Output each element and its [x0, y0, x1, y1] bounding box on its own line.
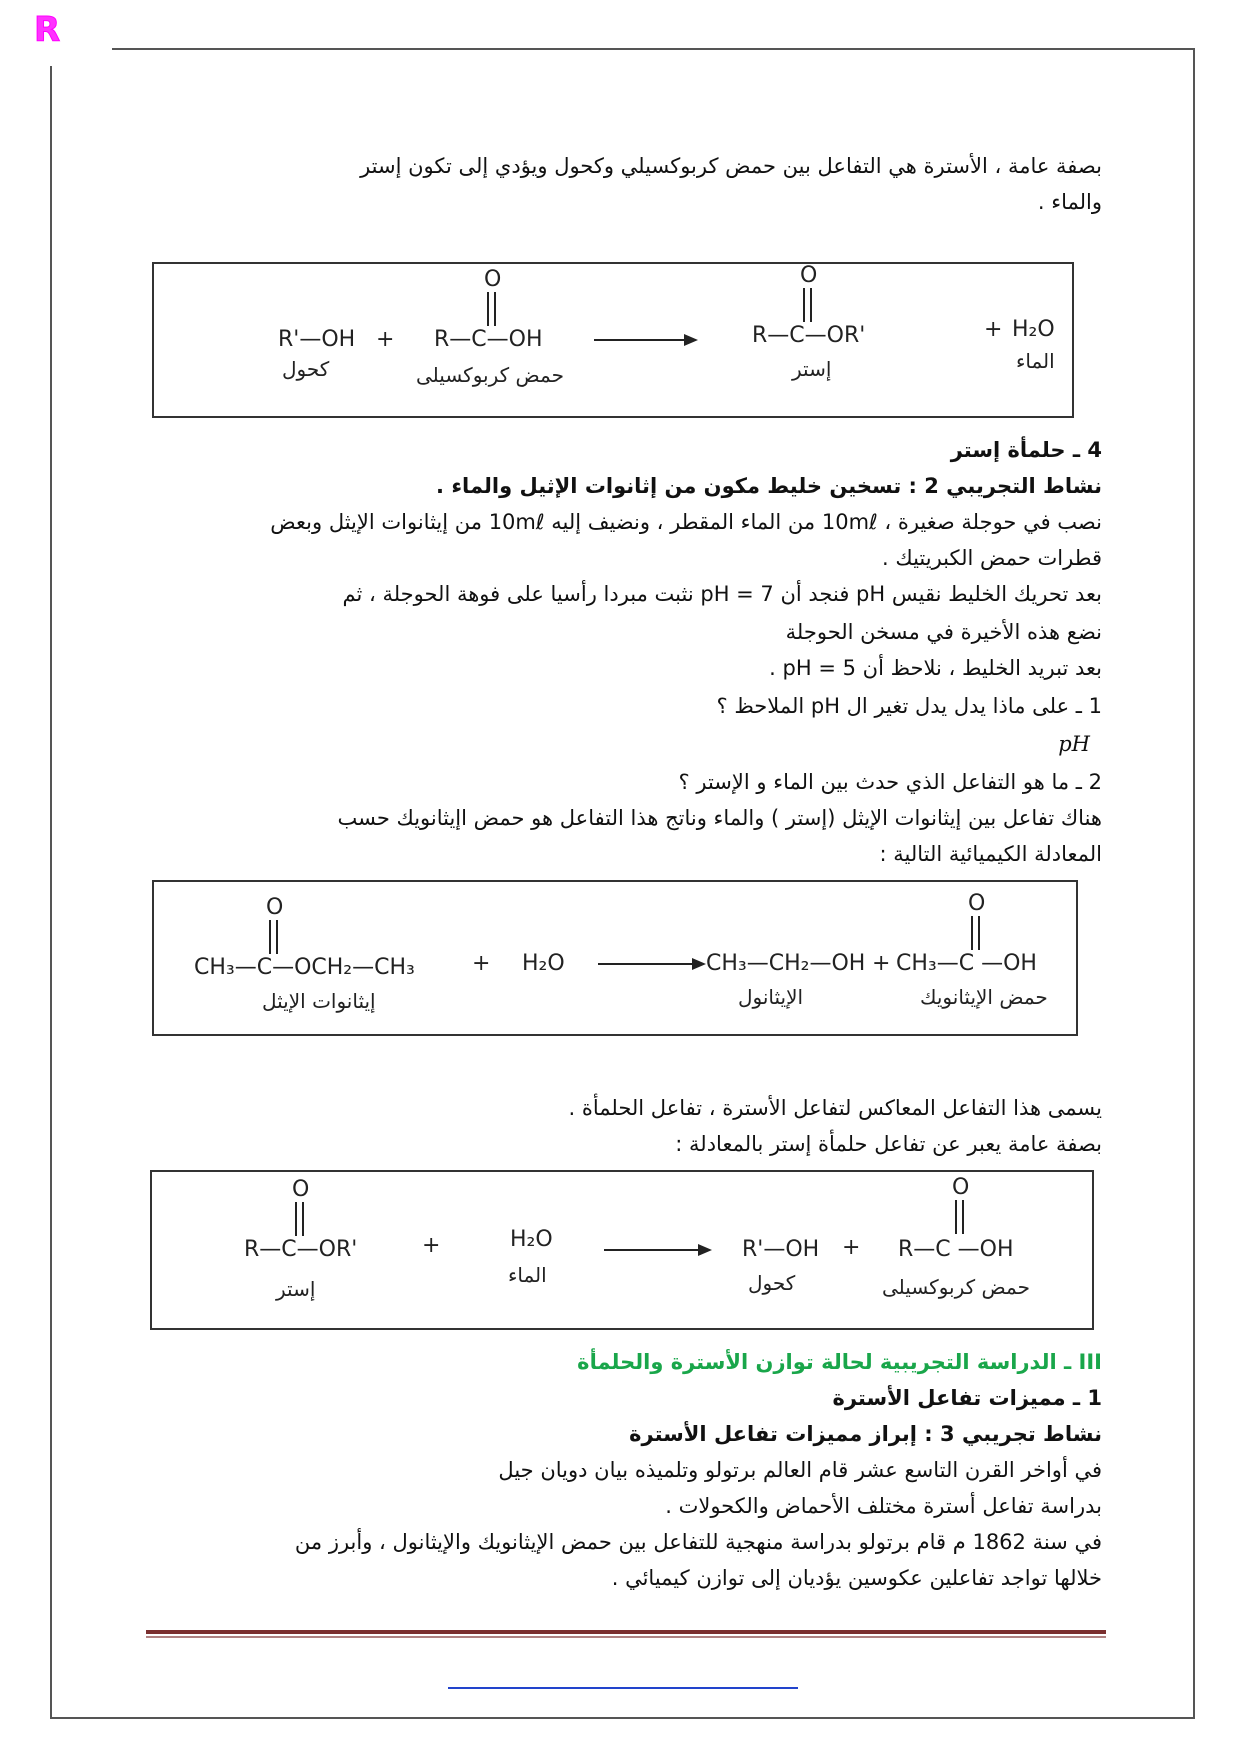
activity-3-heading: نشاط تجريبي 3 : إبراز مميزات تفاعل الأسترة: [629, 1422, 1102, 1446]
carboxylic-acid-label: حمض كربوكسيلى: [882, 1275, 1030, 1299]
text-line: هناك تفاعل بين إيثانوات الإيثل (إستر ) والماء وناتج هذا التفاعل هو حمض اإيثانويك حسب: [337, 806, 1102, 830]
text-line: بعد تبريد الخليط ، نلاحظ أن pH = 5 .: [769, 656, 1102, 680]
text-line: نضع هذه الأخيرة في مسخن الحوجلة: [785, 620, 1102, 644]
ester-carbonyl-oxygen: O: [800, 264, 818, 288]
text-line: في سنة 1862 م قام برتولو بدراسة منهجية للتفاعل بين حمض الإيثانويك والإيثانول ، وأبرز من: [294, 1530, 1102, 1554]
text-line: يسمى هذا التفاعل المعاكس لتفاعل الأسترة ، تفاعل الحلمأة .: [568, 1096, 1102, 1120]
ethanoic-acid-formula: CH₃—C —OH: [896, 951, 1037, 976]
water-formula: H₂O: [510, 1227, 553, 1252]
text-line: خلالها تواجد تفاعلين عكوسين يؤديان إلى توازن كيميائي .: [611, 1566, 1102, 1590]
footer-divider: [146, 1630, 1106, 1634]
footer-divider-shadow: [146, 1636, 1106, 1638]
frame-left-border: [50, 66, 52, 1718]
general-hydrolysis-diagram: [152, 1172, 1092, 1328]
acid-carbonyl-oxygen: O: [484, 267, 502, 292]
plus-sign: +: [376, 327, 395, 352]
ester-label: إستر: [792, 357, 832, 381]
acid-label: حمض كربوكسيلى: [416, 363, 564, 387]
ethyl-ethanoate-label: إيثانوات الإيثل: [262, 989, 376, 1013]
ethanol-label: الإيثانول: [738, 985, 804, 1009]
alcohol-formula: R'—OH: [742, 1237, 820, 1262]
water-formula: H₂O: [1012, 317, 1055, 342]
intro-line-2: والماء .: [1037, 190, 1102, 214]
water-label: الماء: [508, 1263, 547, 1287]
text-line: بعد تحريك الخليط نقيس pH فنجد أن pH = 7 نثبت مبردا رأسيا على فوهة الحوجلة ، ثم: [342, 582, 1102, 606]
ester-formula: R—C—OR': [752, 323, 866, 348]
esterification-equation-diagram: [154, 264, 1072, 416]
ester-formula: R—C—OR': [244, 1237, 358, 1262]
text-line: في أواخر القرن التاسع عشر قام العالم برتولو وتلميذه بيان دويان جيل: [498, 1458, 1102, 1482]
acid-formula: R—C—OH: [434, 327, 543, 352]
frame-top-border: [112, 48, 1194, 50]
section-3-heading: III ـ الدراسة التجريبية لحالة توازن الأسترة والحلمأة: [577, 1350, 1102, 1374]
water-label: الماء: [1016, 349, 1055, 373]
text-line: نصب في حوجلة صغيرة ، 10mℓ من الماء المقطر ، ونضيف إليه 10mℓ من إيثانوات الإيثل وبعض: [270, 510, 1102, 534]
plus-sign: +: [872, 951, 891, 976]
text-line: المعادلة الكيميائية التالية :: [879, 842, 1102, 866]
plus-sign: +: [472, 951, 491, 976]
text-line: بدراسة تفاعل أسترة مختلف الأحماض والكحولات .: [665, 1494, 1102, 1518]
frame-bottom-border: [50, 1717, 1195, 1719]
footer-link-underline[interactable]: [448, 1687, 798, 1689]
logo: R: [34, 10, 61, 50]
water-formula: H₂O: [522, 951, 565, 976]
ethyl-ethanoate-formula: CH₃—C—OCH₂—CH₃: [194, 955, 415, 980]
plus-sign: +: [984, 317, 1003, 342]
hydrolysis-ethyl-ethanoate-diagram: [154, 882, 1076, 1034]
ethanol-formula: CH₃—CH₂—OH: [706, 951, 866, 976]
ethanoic-acid-label: حمض الإيثانويك: [920, 985, 1048, 1009]
alcohol-label: كحول: [748, 1271, 796, 1295]
ester-label: إستر: [276, 1277, 316, 1301]
activity-2-heading: نشاط التجريبي 2 : تسخين خليط مكون من إثانوات الإثيل والماء .: [436, 474, 1102, 498]
question-1: 1 ـ على ماذا يدل يدل تغير ال pH الملاحظ ؟: [716, 694, 1102, 718]
general-hydrolysis-equation-box: [150, 1170, 1094, 1330]
acid-carbonyl-oxygen: O: [968, 891, 986, 916]
ph-symbol: pH: [1058, 732, 1090, 756]
subsection-1-heading: 1 ـ مميزات تفاعل الأسترة: [832, 1386, 1102, 1410]
plus-sign: +: [842, 1235, 861, 1260]
text-line: قطرات حمض الكبريتيك .: [882, 546, 1102, 570]
alcohol-formula: R'—OH: [278, 327, 356, 352]
carboxylic-acid-formula: R—C —OH: [898, 1237, 1014, 1262]
ester-carbonyl-oxygen: O: [266, 895, 284, 920]
acid-carbonyl-oxygen: O: [952, 1175, 970, 1200]
hydrolysis-ethyl-ethanoate-box: [152, 880, 1078, 1036]
esterification-equation-box: [152, 262, 1074, 418]
plus-sign: +: [422, 1233, 441, 1258]
alcohol-label: كحول: [282, 357, 330, 381]
ester-carbonyl-oxygen: O: [292, 1177, 310, 1202]
intro-line-1: بصفة عامة ، الأسترة هي التفاعل بين حمض كربوكسيلي وكحول ويؤدي إلى تكون إستر: [360, 154, 1102, 178]
section-4-heading: 4 ـ حلمأة إستر: [950, 438, 1102, 462]
text-line: بصفة عامة يعبر عن تفاعل حلمأة إستر بالمعادلة :: [675, 1132, 1102, 1156]
frame-right-border: [1193, 48, 1195, 1718]
question-2: 2 ـ ما هو التفاعل الذي حدث بين الماء و الإستر ؟: [678, 770, 1102, 794]
